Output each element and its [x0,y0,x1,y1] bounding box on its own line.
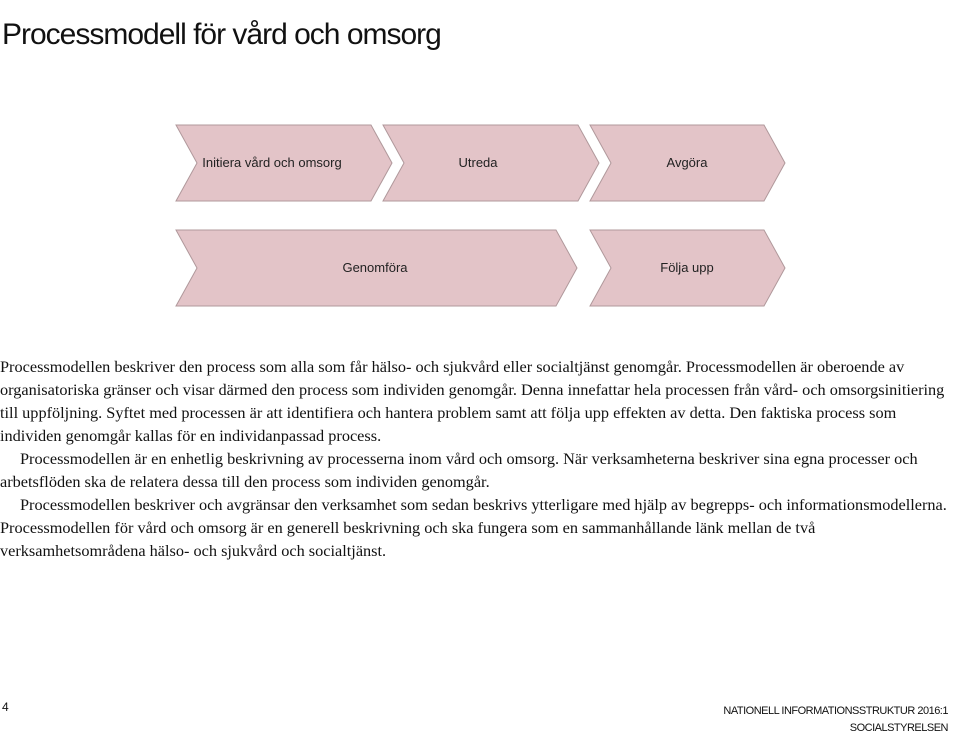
paragraph: Processmodellen beskriver och avgränsar den verksamhet som sedan beskrivs ytterligare med hjälp av begrepps- och informationsmodellerna. Processmodellen för vård och omsorg är en generell beskrivning och ska fungera som en sammanhållande länk mellan de två verksamhetsområdena hälso- och sjukvård och socialtjänst. [0,495,947,560]
process-step-label: Avgöra [666,155,708,170]
process-step-label: Genomföra [342,260,408,275]
process-step-genomfora [176,230,577,306]
paragraph: Processmodellen beskriver den process som alla som får hälso- och sjukvård eller socialtjänst genomgår. Processmodellen är oberoende av organisatoriska gränser och visar därmed den process som individen genomgår. Denna innefattar hela processen från vård- och omsorgsinitiering till uppföljning. Syftet med processen är att identifiera och hantera problem samt att följa upp effekten av detta. Den faktiska process som individen genomgår kallas för en individanpassad process. [0,357,945,445]
footer-publication: NATIONELL INFORMATIONSSTRUKTUR 2016:1 [723,705,948,717]
process-diagram [0,0,960,320]
page-title: Processmodell för vård och omsorg [2,18,441,52]
process-step-avgora [590,125,785,201]
process-step-initiera [176,125,392,201]
page-number: 4 [2,700,9,714]
body-text [0,355,960,562]
footer-publisher: SOCIALSTYRELSEN [849,722,948,734]
paragraph: Processmodellen är en enhetlig beskrivning av processerna inom vård och omsorg. När verksamheterna beskriver sina egna processer och arbetsflöden ska de relatera dessa till den process som individen genomgår. [0,449,918,491]
process-step-label: Följa upp [660,260,714,275]
process-step-folja-upp [590,230,785,306]
footer [723,703,948,737]
process-step-label: Utreda [458,155,498,170]
process-step-label: Initiera vård och omsorg [202,155,342,170]
process-step-utreda [383,125,599,201]
